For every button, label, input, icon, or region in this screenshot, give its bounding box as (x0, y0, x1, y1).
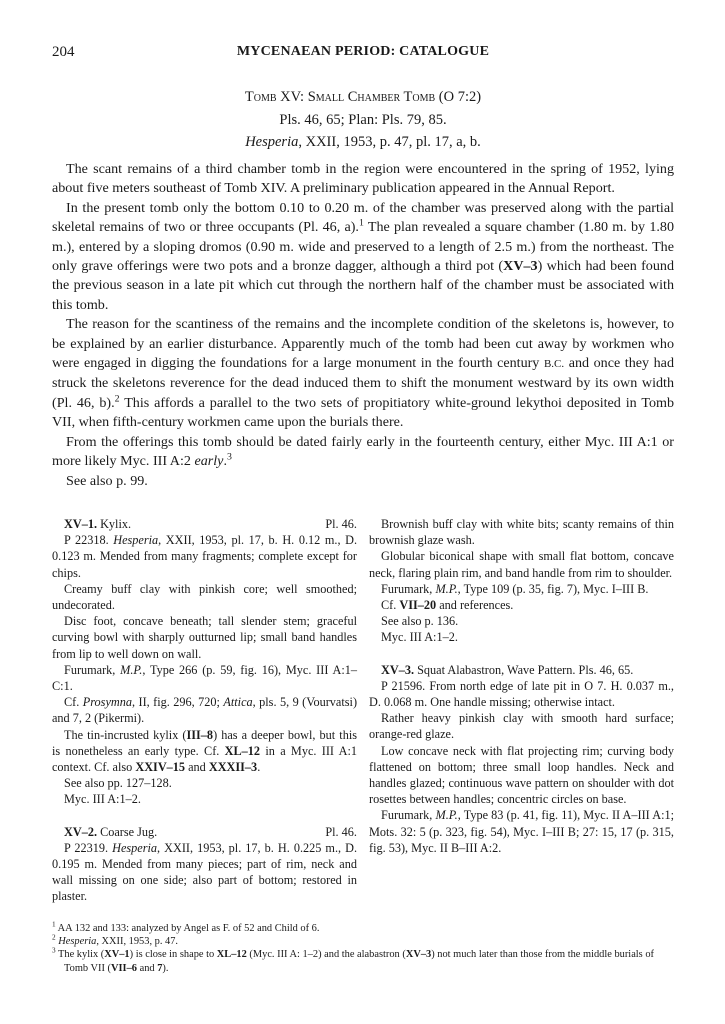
footnote-3 (52, 948, 674, 974)
intro-paragraph-2 (52, 199, 674, 315)
text-run: . (223, 453, 227, 470)
text-run: Hesperia (58, 936, 97, 948)
footnote-marker: 1 (358, 217, 364, 229)
text-run: The reason for the scantiness of the remains and the incomplete condition of the skeletons is, however, to be explained by an earlier disturbance. Apparently much of the tomb had been cut away by workmen who were engaged in digging the foundations for a large monument in the fourth century (52, 316, 674, 372)
spacer (369, 646, 674, 662)
catalogue-entry-xv2-continued (369, 516, 674, 646)
entry-paragraph: Myc. III A:1–2. (64, 792, 141, 807)
text-run: ) which had been found the previous season in a late pit which cut through the northern half of the chamber must be associated with this tomb. (52, 258, 674, 313)
text-run: Furumark, (64, 662, 121, 677)
text-run: P 22319. (64, 840, 113, 855)
text-run: P 22318. (64, 533, 114, 548)
text-run: M.P. (120, 662, 143, 677)
text-run: From the offerings this tomb should be dated fairly early in the fourteenth century, either Myc. III A:1 or more likely Myc. III A:2 (52, 433, 674, 470)
entry-paragraph: P 21596. From north edge of late pit in O 7. H. 0.037 m., D. 0.068 m. One handle missing; otherwise intact. (369, 678, 674, 710)
entry-paragraph: Rather heavy pinkish clay with smooth hard surface; orange-red glaze. (369, 711, 674, 742)
catalogue-reference: XV–3 (503, 258, 538, 275)
text-run: Attica (223, 695, 253, 710)
entry-paragraph (52, 840, 357, 905)
entry-title: Kylix. (97, 517, 132, 531)
entry-paragraph: Low concave neck with flat projecting rim; curving body flattened on bottom; three small loop handles. Neck and handles glazed; continuous wave pattern on shoulder with dot rosettes between handles; concentric circles on base. (369, 743, 674, 807)
entry-paragraph: Brownish buff clay with white bits; scanty remains of thin brownish glaze wash. (369, 517, 674, 548)
catalogue-reference: 7 (157, 962, 163, 974)
entry-paragraph (369, 581, 674, 597)
entry-paragraph (369, 807, 674, 856)
catalogue-reference: III–8 (186, 727, 214, 742)
tomb-plates: Pls. 46, 65; Plan: Pls. 79, 85. (279, 111, 447, 128)
intro-text (52, 160, 674, 491)
tomb-title-prefix: Tomb XV: (244, 89, 308, 105)
text-run: The plan revealed a square chamber (1.80 m. by 1.80 m.), entered by a sloping dromos (0.90 m. wide and preserved to a length of 2.5 m.) from the northeast. The only grave offerings were two pots and a bronze dagger, although a third pot ( (52, 219, 674, 275)
journal-title: Hesperia (245, 134, 299, 150)
text-run: , Type 83 (p. 41, fig. 11), Myc. II A–III A:1; Mots. 32: 5 (p. 323, fig. 54), Myc. I–III B; 27: 15, 17 (p. 315, fig. 53), Myc. II B–III A:2. (369, 808, 675, 855)
text-run: , XXII, 1953, p. 47. (96, 936, 179, 948)
entry-heading (52, 516, 357, 532)
text-run: Furumark, (381, 808, 436, 823)
text-run: This affords a parallel to the two sets of propitiatory white-ground lekythoi deposited in Tomb VII, when fifth-century workmen came upon the burials there. (52, 394, 675, 431)
text-run: and once they had struck the skeletons reverence for the dead induced them to shift the monument westward by its own width (Pl. 46, b). (52, 355, 674, 411)
text-run: early (194, 453, 224, 470)
text-run: Hesperia (113, 533, 159, 548)
footnotes (52, 922, 674, 975)
footnote-2 (52, 935, 674, 948)
catalogue-entry-xv1 (52, 516, 357, 808)
page-number: 204 (52, 44, 75, 60)
text-run: Hesperia (112, 840, 158, 855)
entry-title: Coarse Jug. (97, 824, 158, 839)
tomb-title-suffix: (O 7:2) (435, 89, 482, 105)
entry-heading (52, 824, 357, 840)
text-run: , Type 266 (p. 59, fig. 16), Myc. III A:1–C:1. (52, 662, 357, 694)
entry-paragraph (52, 694, 357, 726)
text-run: ). (162, 962, 169, 974)
entry-paragraph: Disc foot, concave beneath; tall slender stem; graceful curving bowl with sharply outturned lip; small band handles from lip to well down on wall. (52, 614, 357, 661)
text-run: ) not much later than those from the middle burials of Tomb VII ( (64, 949, 654, 974)
text-run: . (257, 760, 261, 775)
text-run: Cf. (64, 695, 83, 710)
footnote-number: 1 (52, 920, 56, 929)
entry-id: XV–3. (381, 662, 415, 677)
text-run: ) has a deeper bowl, but this is nonetheless an early type. Cf. (52, 727, 357, 758)
tomb-heading (52, 86, 674, 154)
text-run: and (185, 760, 209, 775)
entry-id: XV–2. (64, 824, 98, 839)
intro-paragraph-4 (52, 433, 674, 472)
footnote-marker: 3 (226, 451, 232, 463)
text-run: and references. (436, 598, 514, 613)
entry-heading (369, 662, 674, 678)
text-run: ) is close in shape to (129, 949, 217, 961)
intro-see-also: See also p. 99. (66, 472, 148, 489)
entry-paragraph: See also pp. 127–128. (64, 776, 172, 791)
catalogue-reference: VII–6 (111, 962, 137, 974)
entry-paragraph (52, 727, 357, 776)
footnote-marker: 2 (114, 393, 120, 405)
entry-plate: Pl. 46. (325, 824, 357, 839)
spacer (52, 808, 357, 824)
tomb-title (52, 86, 674, 109)
footnote-number: 3 (52, 946, 56, 955)
catalogue-reference: XL–12 (224, 743, 261, 758)
catalogue-reference: XV–3 (405, 949, 432, 961)
entry-paragraph: See also p. 136. (381, 614, 459, 629)
catalogue-column-right (369, 516, 674, 856)
tomb-title-name: Small Chamber Tomb (307, 89, 436, 105)
running-title: MYCENAEAN PERIOD: CATALOGUE (236, 44, 490, 59)
catalogue-reference: XV–1 (104, 949, 130, 961)
tomb-hesperia-reference (52, 131, 674, 154)
entry-plate: Pls. 46, 65. (578, 662, 634, 677)
text-run: Furumark, (381, 581, 436, 596)
catalogue-reference: XXXII–3 (208, 760, 258, 775)
text-run: The kylix ( (55, 949, 105, 961)
entry-plate: Pl. 46. (325, 517, 357, 531)
catalogue-reference: VII–20 (399, 598, 437, 613)
text-run: , II, fig. 296, 720; (132, 695, 224, 710)
text-run: In the present tomb only the bottom 0.10 to 0.20 m. of the chamber was preserved along with the partial skeletal remains of two or three occupants (Pl. 46, a). (52, 199, 674, 236)
catalogue-entry-xv3 (369, 662, 674, 856)
text-run: Cf. (381, 598, 400, 613)
intro-paragraph-1: The scant remains of a third chamber tomb in the region were encountered in the spring of 1952, lying about five meters southeast of Tomb XIV. A preliminary publication appeared in the Annual Report. (52, 161, 674, 197)
intro-paragraph-3 (52, 315, 674, 432)
entry-paragraph (52, 662, 357, 694)
text-run: , Type 109 (p. 35, fig. 7), Myc. I–III B. (457, 581, 649, 596)
text-run: (Myc. III A: 1–2) and the alabastron ( (246, 949, 406, 961)
footnote-number: 2 (52, 933, 56, 942)
footnote-1 (52, 922, 674, 935)
text-run: M.P. (435, 808, 458, 823)
text-run: The tin-incrusted kylix ( (64, 727, 187, 742)
entry-paragraph (52, 532, 357, 581)
catalogue-reference: XL–12 (216, 949, 247, 961)
journal-citation: , XXII, 1953, p. 47, pl. 17, a, b. (298, 134, 481, 150)
text-run: , XXII, 1953, pl. 17, b. H. 0.12 m., D. 0.123 m. Mended from many fragments; complete except for chips. (52, 533, 358, 580)
text-run: and (136, 962, 158, 974)
text-run: AA 132 and 133: analyzed by Angel as F. of 52 and Child of 6. (55, 923, 320, 934)
catalogue-column-left (52, 516, 357, 905)
text-run: M.P. (435, 581, 458, 596)
text-run: in a Myc. III A:1 context. Cf. also (52, 743, 357, 775)
entry-paragraph: Myc. III A:1–2. (381, 630, 458, 645)
entry-id: XV–1. (64, 517, 98, 531)
catalogue-reference: XXIV–15 (135, 760, 186, 775)
entry-paragraph: Creamy buff clay with pinkish core; well smoothed; undecorated. (52, 581, 357, 613)
entry-title: Squat Alabastron, Wave Pattern. (414, 662, 576, 677)
text-run: , pls. 5, 9 (Vourvatsi) and 7, 2 (Pikermi). (52, 695, 358, 726)
text-run: B.C. (543, 358, 565, 371)
catalogue-entry-xv2 (52, 824, 357, 905)
entry-paragraph: Globular biconical shape with small flat bottom, concave neck, flaring plain rim, and band handle from rim to shoulder. (369, 549, 674, 580)
page-header (52, 44, 674, 66)
text-run: Prosymna (82, 695, 132, 710)
entry-paragraph (369, 597, 674, 613)
text-run: , XXII, 1953, pl. 17, b. H. 0.225 m., D. 0.195 m. Mended from many pieces; part of rim, neck and wall missing on one side; also part of bottom; restored in plaster. (52, 840, 358, 904)
